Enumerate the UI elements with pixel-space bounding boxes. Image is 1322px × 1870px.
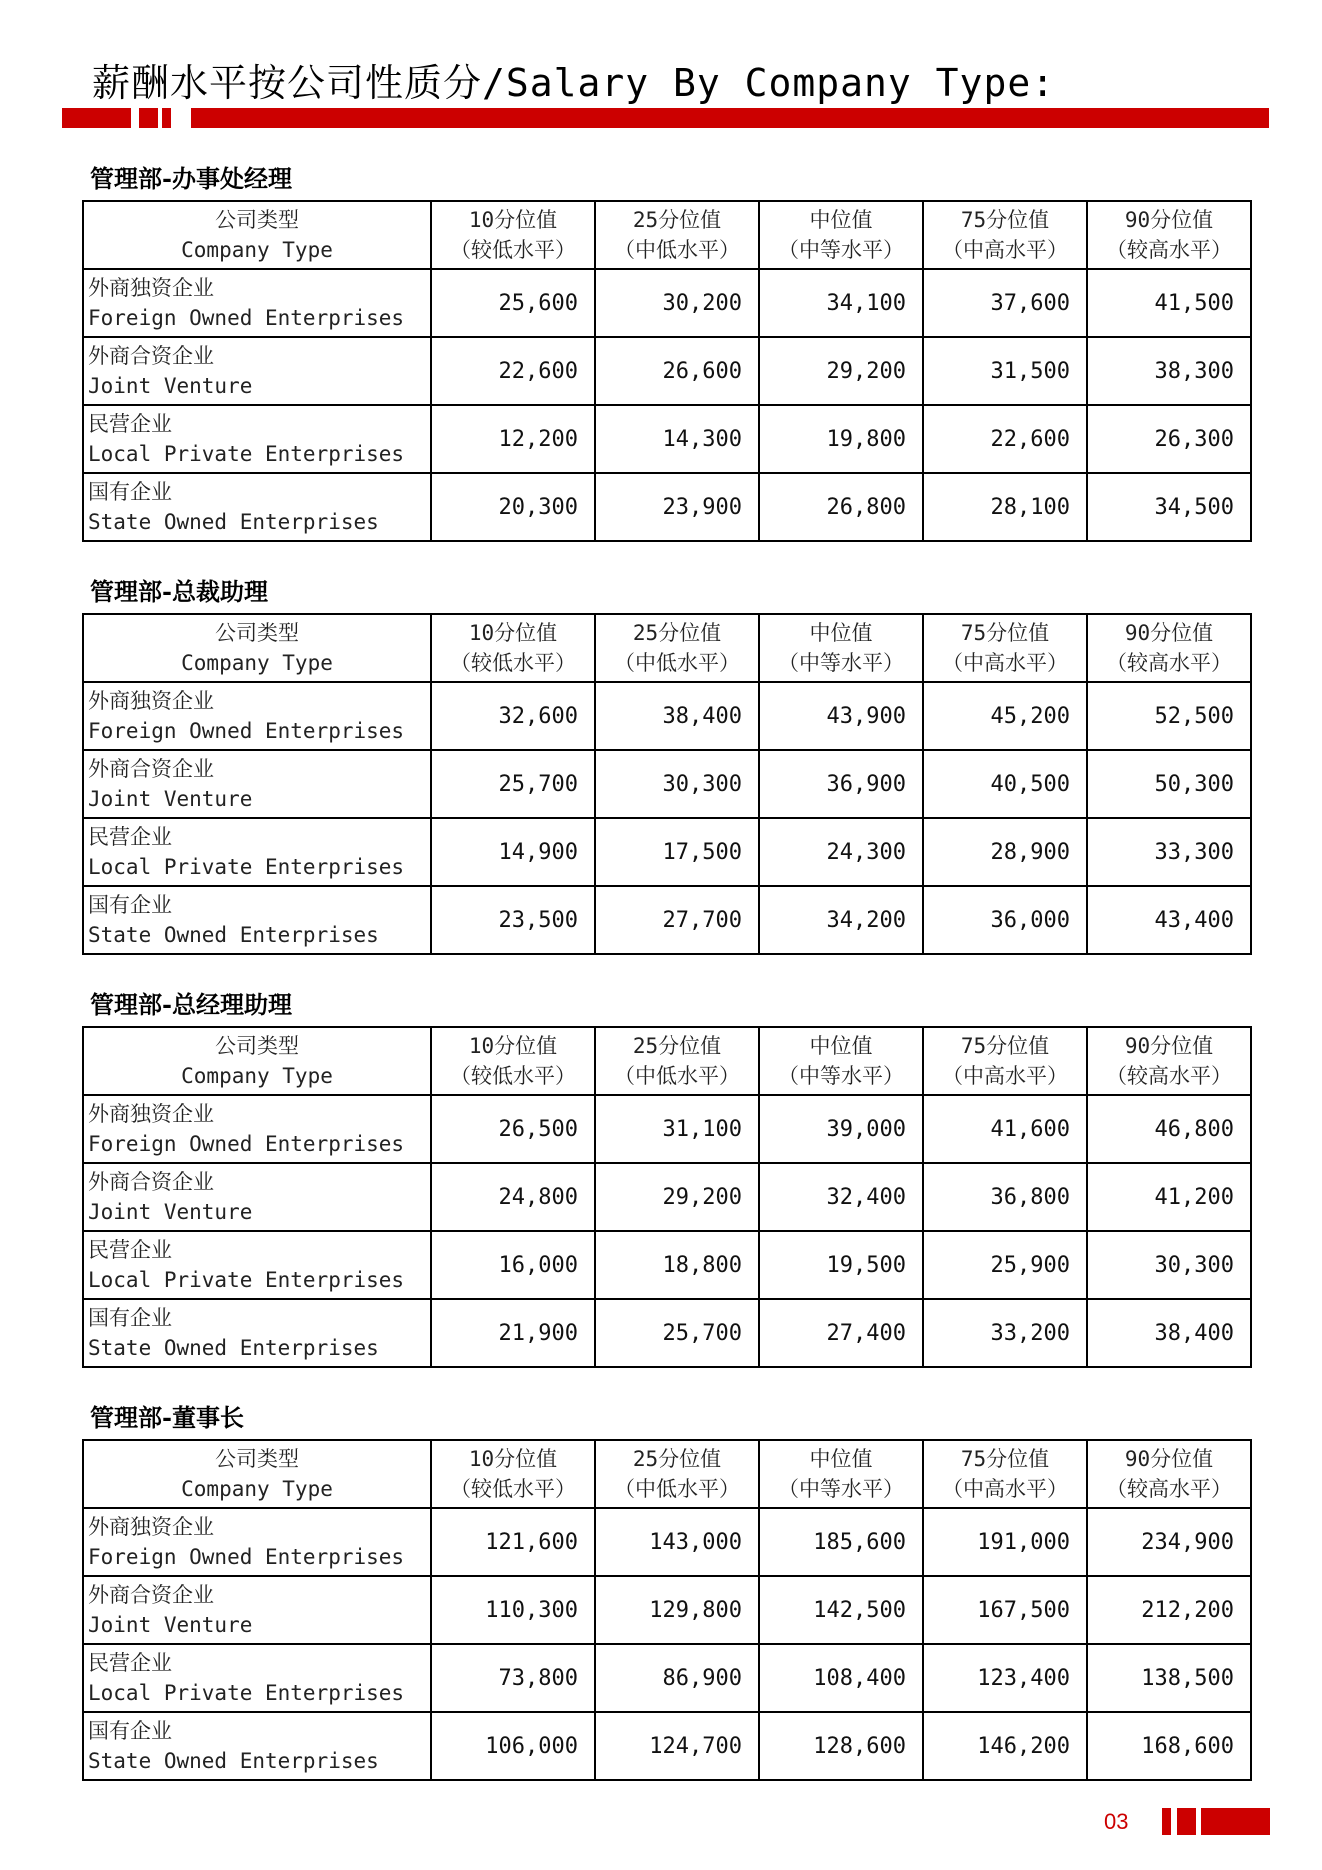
salary-value: 26,300 (1087, 405, 1251, 473)
company-type-en: Joint Venture (88, 1613, 253, 1637)
salary-value: 25,900 (923, 1231, 1087, 1299)
header-bar-block-2 (162, 108, 171, 128)
percentile-level: （中低水平） (614, 651, 740, 675)
salary-value: 14,900 (431, 818, 595, 886)
company-type-en: Local Private Enterprises (88, 1681, 405, 1705)
salary-value: 34,200 (759, 886, 923, 954)
percentile-header (595, 614, 759, 682)
section-title: 管理部-办事处经理 (90, 164, 292, 193)
percentile-level: （中低水平） (614, 238, 740, 262)
salary-value: 45,200 (923, 682, 1087, 750)
salary-value: 142,500 (759, 1576, 923, 1644)
company-type-en: Foreign Owned Enterprises (88, 1545, 405, 1569)
company-type-cell (83, 405, 431, 473)
company-type-header (83, 1027, 431, 1095)
company-type-cell (83, 269, 431, 337)
salary-value: 24,300 (759, 818, 923, 886)
percentile-level: （中高水平） (942, 1477, 1068, 1501)
salary-value: 29,200 (759, 337, 923, 405)
percentile-level: （中等水平） (778, 1064, 904, 1088)
header-bar-left (62, 108, 131, 128)
salary-value: 12,200 (431, 405, 595, 473)
section-title: 管理部-董事长 (90, 1403, 244, 1432)
salary-value: 185,600 (759, 1508, 923, 1576)
salary-value: 34,500 (1087, 473, 1251, 541)
company-type-cell (83, 750, 431, 818)
page-title: 薪酬水平按公司性质分/Salary By Company Type: (92, 61, 1056, 105)
salary-value: 39,000 (759, 1095, 923, 1163)
company-type-cell (83, 1231, 431, 1299)
table-row (83, 1712, 1251, 1780)
footer-block-1 (1162, 1808, 1171, 1835)
header-row (83, 201, 1251, 269)
percentile-header (431, 1440, 595, 1508)
salary-value: 24,800 (431, 1163, 595, 1231)
percentile-level: （较高水平） (1106, 651, 1232, 675)
percentile-header (1087, 614, 1251, 682)
percentile-label: 中位值 (809, 1447, 873, 1471)
salary-value: 25,700 (431, 750, 595, 818)
footer-block-2 (1177, 1808, 1196, 1835)
company-type-cell (83, 1163, 431, 1231)
salary-value: 38,400 (595, 682, 759, 750)
percentile-level: （较低水平） (450, 1064, 576, 1088)
salary-value: 36,000 (923, 886, 1087, 954)
salary-value: 138,500 (1087, 1644, 1251, 1712)
salary-value: 32,600 (431, 682, 595, 750)
header-en: Company Type (181, 1064, 333, 1088)
company-type-en: State Owned Enterprises (88, 923, 379, 947)
company-type-zh: 国有企业 (88, 1719, 172, 1743)
percentile-label: 90分位值 (1124, 208, 1214, 232)
percentile-header (431, 1027, 595, 1095)
percentile-level: （较高水平） (1106, 238, 1232, 262)
salary-value: 26,800 (759, 473, 923, 541)
percentile-label: 中位值 (809, 621, 873, 645)
salary-value: 168,600 (1087, 1712, 1251, 1780)
company-type-header (83, 614, 431, 682)
percentile-label: 75分位值 (960, 1447, 1050, 1471)
percentile-level: （较高水平） (1106, 1064, 1232, 1088)
salary-value: 38,400 (1087, 1299, 1251, 1367)
percentile-header (923, 1027, 1087, 1095)
salary-value: 25,700 (595, 1299, 759, 1367)
header-zh: 公司类型 (215, 208, 299, 232)
salary-table (82, 613, 1252, 955)
percentile-header (595, 1027, 759, 1095)
company-type-en: Local Private Enterprises (88, 1268, 405, 1292)
percentile-header (759, 201, 923, 269)
salary-value: 36,900 (759, 750, 923, 818)
percentile-label: 25分位值 (632, 621, 722, 645)
table-row (83, 1644, 1251, 1712)
table-row (83, 405, 1251, 473)
percentile-label: 10分位值 (468, 1034, 558, 1058)
section-chairman (82, 1397, 1250, 1781)
salary-value: 86,900 (595, 1644, 759, 1712)
percentile-header (923, 614, 1087, 682)
percentile-level: （中等水平） (778, 1477, 904, 1501)
salary-value: 25,600 (431, 269, 595, 337)
salary-value: 73,800 (431, 1644, 595, 1712)
salary-value: 23,900 (595, 473, 759, 541)
salary-value: 16,000 (431, 1231, 595, 1299)
company-type-zh: 外商独资企业 (88, 689, 214, 713)
percentile-label: 中位值 (809, 208, 873, 232)
salary-value: 41,500 (1087, 269, 1251, 337)
percentile-header (923, 201, 1087, 269)
salary-table (82, 200, 1252, 542)
company-type-en: Foreign Owned Enterprises (88, 1132, 405, 1156)
header-row (83, 1440, 1251, 1508)
salary-value: 36,800 (923, 1163, 1087, 1231)
company-type-en: State Owned Enterprises (88, 510, 379, 534)
salary-value: 40,500 (923, 750, 1087, 818)
percentile-level: （中等水平） (778, 651, 904, 675)
salary-value: 212,200 (1087, 1576, 1251, 1644)
salary-value: 34,100 (759, 269, 923, 337)
percentile-level: （较低水平） (450, 238, 576, 262)
header-zh: 公司类型 (215, 1034, 299, 1058)
salary-value: 110,300 (431, 1576, 595, 1644)
salary-value: 46,800 (1087, 1095, 1251, 1163)
percentile-header (923, 1440, 1087, 1508)
table-row (83, 473, 1251, 541)
salary-value: 108,400 (759, 1644, 923, 1712)
percentile-header (595, 201, 759, 269)
salary-value: 30,300 (595, 750, 759, 818)
percentile-level: （较高水平） (1106, 1477, 1232, 1501)
salary-value: 23,500 (431, 886, 595, 954)
percentile-header (1087, 1440, 1251, 1508)
percentile-level: （中高水平） (942, 651, 1068, 675)
company-type-en: Joint Venture (88, 374, 253, 398)
table-row (83, 1576, 1251, 1644)
company-type-cell (83, 1576, 431, 1644)
company-type-cell (83, 1508, 431, 1576)
company-type-en: Foreign Owned Enterprises (88, 306, 405, 330)
header-en: Company Type (181, 651, 333, 675)
salary-value: 18,800 (595, 1231, 759, 1299)
table-row (83, 1299, 1251, 1367)
salary-value: 167,500 (923, 1576, 1087, 1644)
percentile-level: （中低水平） (614, 1064, 740, 1088)
company-type-en: Joint Venture (88, 787, 253, 811)
salary-value: 17,500 (595, 818, 759, 886)
salary-value: 124,700 (595, 1712, 759, 1780)
header-row (83, 1027, 1251, 1095)
table-row (83, 1163, 1251, 1231)
company-type-header (83, 201, 431, 269)
percentile-label: 75分位值 (960, 1034, 1050, 1058)
salary-value: 22,600 (923, 405, 1087, 473)
percentile-level: （中高水平） (942, 1064, 1068, 1088)
salary-value: 30,300 (1087, 1231, 1251, 1299)
company-type-cell (83, 337, 431, 405)
company-type-zh: 外商独资企业 (88, 276, 214, 300)
section-office-manager (82, 158, 1250, 542)
salary-value: 28,100 (923, 473, 1087, 541)
salary-value: 128,600 (759, 1712, 923, 1780)
percentile-header (1087, 1027, 1251, 1095)
percentile-header (431, 201, 595, 269)
percentile-header (595, 1440, 759, 1508)
salary-value: 19,800 (759, 405, 923, 473)
company-type-en: State Owned Enterprises (88, 1336, 379, 1360)
salary-value: 31,100 (595, 1095, 759, 1163)
percentile-header (1087, 201, 1251, 269)
percentile-level: （较低水平） (450, 1477, 576, 1501)
section-title: 管理部-总裁助理 (90, 577, 268, 606)
salary-value: 27,400 (759, 1299, 923, 1367)
section-gm-assistant (82, 984, 1250, 1368)
section-president-assistant (82, 571, 1250, 955)
percentile-label: 90分位值 (1124, 1034, 1214, 1058)
salary-value: 191,000 (923, 1508, 1087, 1576)
company-type-cell (83, 1095, 431, 1163)
percentile-level: （中低水平） (614, 1477, 740, 1501)
company-type-cell (83, 473, 431, 541)
salary-value: 31,500 (923, 337, 1087, 405)
company-type-cell (83, 682, 431, 750)
header-en: Company Type (181, 1477, 333, 1501)
percentile-header (759, 614, 923, 682)
salary-value: 33,200 (923, 1299, 1087, 1367)
table-row (83, 818, 1251, 886)
salary-table (82, 1026, 1252, 1368)
percentile-header (759, 1440, 923, 1508)
percentile-label: 中位值 (809, 1034, 873, 1058)
salary-value: 28,900 (923, 818, 1087, 886)
table-row (83, 682, 1251, 750)
salary-value: 121,600 (431, 1508, 595, 1576)
salary-value: 106,000 (431, 1712, 595, 1780)
company-type-en: State Owned Enterprises (88, 1749, 379, 1773)
salary-value: 19,500 (759, 1231, 923, 1299)
percentile-label: 75分位值 (960, 621, 1050, 645)
header-bar-main (191, 108, 1269, 128)
salary-value: 21,900 (431, 1299, 595, 1367)
percentile-label: 25分位值 (632, 1447, 722, 1471)
company-type-header (83, 1440, 431, 1508)
percentile-level: （中高水平） (942, 238, 1068, 262)
salary-value: 30,200 (595, 269, 759, 337)
salary-value: 129,800 (595, 1576, 759, 1644)
company-type-zh: 国有企业 (88, 893, 172, 917)
salary-value: 22,600 (431, 337, 595, 405)
company-type-cell (83, 1712, 431, 1780)
footer-bar (1201, 1808, 1270, 1835)
salary-value: 41,200 (1087, 1163, 1251, 1231)
salary-value: 38,300 (1087, 337, 1251, 405)
table-row (83, 1231, 1251, 1299)
salary-value: 20,300 (431, 473, 595, 541)
percentile-label: 90分位值 (1124, 1447, 1214, 1471)
company-type-zh: 外商合资企业 (88, 1170, 214, 1194)
salary-value: 234,900 (1087, 1508, 1251, 1576)
salary-value: 123,400 (923, 1644, 1087, 1712)
salary-table (82, 1439, 1252, 1781)
salary-value: 146,200 (923, 1712, 1087, 1780)
table-row (83, 337, 1251, 405)
table-row (83, 1095, 1251, 1163)
salary-value: 26,600 (595, 337, 759, 405)
company-type-zh: 外商合资企业 (88, 1583, 214, 1607)
table-row (83, 886, 1251, 954)
header-zh: 公司类型 (215, 621, 299, 645)
table-row (83, 1508, 1251, 1576)
company-type-cell (83, 886, 431, 954)
percentile-label: 10分位值 (468, 208, 558, 232)
company-type-zh: 民营企业 (88, 1651, 172, 1675)
company-type-zh: 民营企业 (88, 412, 172, 436)
salary-value: 32,400 (759, 1163, 923, 1231)
company-type-en: Joint Venture (88, 1200, 253, 1224)
percentile-label: 10分位值 (468, 621, 558, 645)
header-en: Company Type (181, 238, 333, 262)
salary-value: 29,200 (595, 1163, 759, 1231)
percentile-label: 25分位值 (632, 208, 722, 232)
salary-value: 41,600 (923, 1095, 1087, 1163)
percentile-label: 25分位值 (632, 1034, 722, 1058)
page-number: 03 (1104, 1809, 1129, 1834)
company-type-en: Local Private Enterprises (88, 855, 405, 879)
company-type-zh: 国有企业 (88, 1306, 172, 1330)
salary-value: 43,900 (759, 682, 923, 750)
table-row (83, 269, 1251, 337)
salary-value: 14,300 (595, 405, 759, 473)
percentile-level: （较低水平） (450, 651, 576, 675)
company-type-zh: 国有企业 (88, 480, 172, 504)
header-zh: 公司类型 (215, 1447, 299, 1471)
company-type-zh: 外商合资企业 (88, 344, 214, 368)
salary-value: 43,400 (1087, 886, 1251, 954)
company-type-zh: 外商合资企业 (88, 757, 214, 781)
salary-value: 52,500 (1087, 682, 1251, 750)
company-type-en: Local Private Enterprises (88, 442, 405, 466)
header-bar-block-1 (139, 108, 158, 128)
company-type-en: Foreign Owned Enterprises (88, 719, 405, 743)
percentile-header (431, 614, 595, 682)
percentile-label: 90分位值 (1124, 621, 1214, 645)
salary-value: 33,300 (1087, 818, 1251, 886)
salary-value: 37,600 (923, 269, 1087, 337)
company-type-zh: 外商独资企业 (88, 1102, 214, 1126)
salary-value: 143,000 (595, 1508, 759, 1576)
table-row (83, 750, 1251, 818)
company-type-cell (83, 1644, 431, 1712)
company-type-cell (83, 1299, 431, 1367)
company-type-zh: 民营企业 (88, 825, 172, 849)
section-title: 管理部-总经理助理 (90, 990, 292, 1019)
salary-value: 50,300 (1087, 750, 1251, 818)
percentile-label: 10分位值 (468, 1447, 558, 1471)
salary-value: 27,700 (595, 886, 759, 954)
company-type-zh: 民营企业 (88, 1238, 172, 1262)
company-type-cell (83, 818, 431, 886)
percentile-label: 75分位值 (960, 208, 1050, 232)
percentile-header (759, 1027, 923, 1095)
percentile-level: （中等水平） (778, 238, 904, 262)
salary-value: 26,500 (431, 1095, 595, 1163)
company-type-zh: 外商独资企业 (88, 1515, 214, 1539)
header-row (83, 614, 1251, 682)
